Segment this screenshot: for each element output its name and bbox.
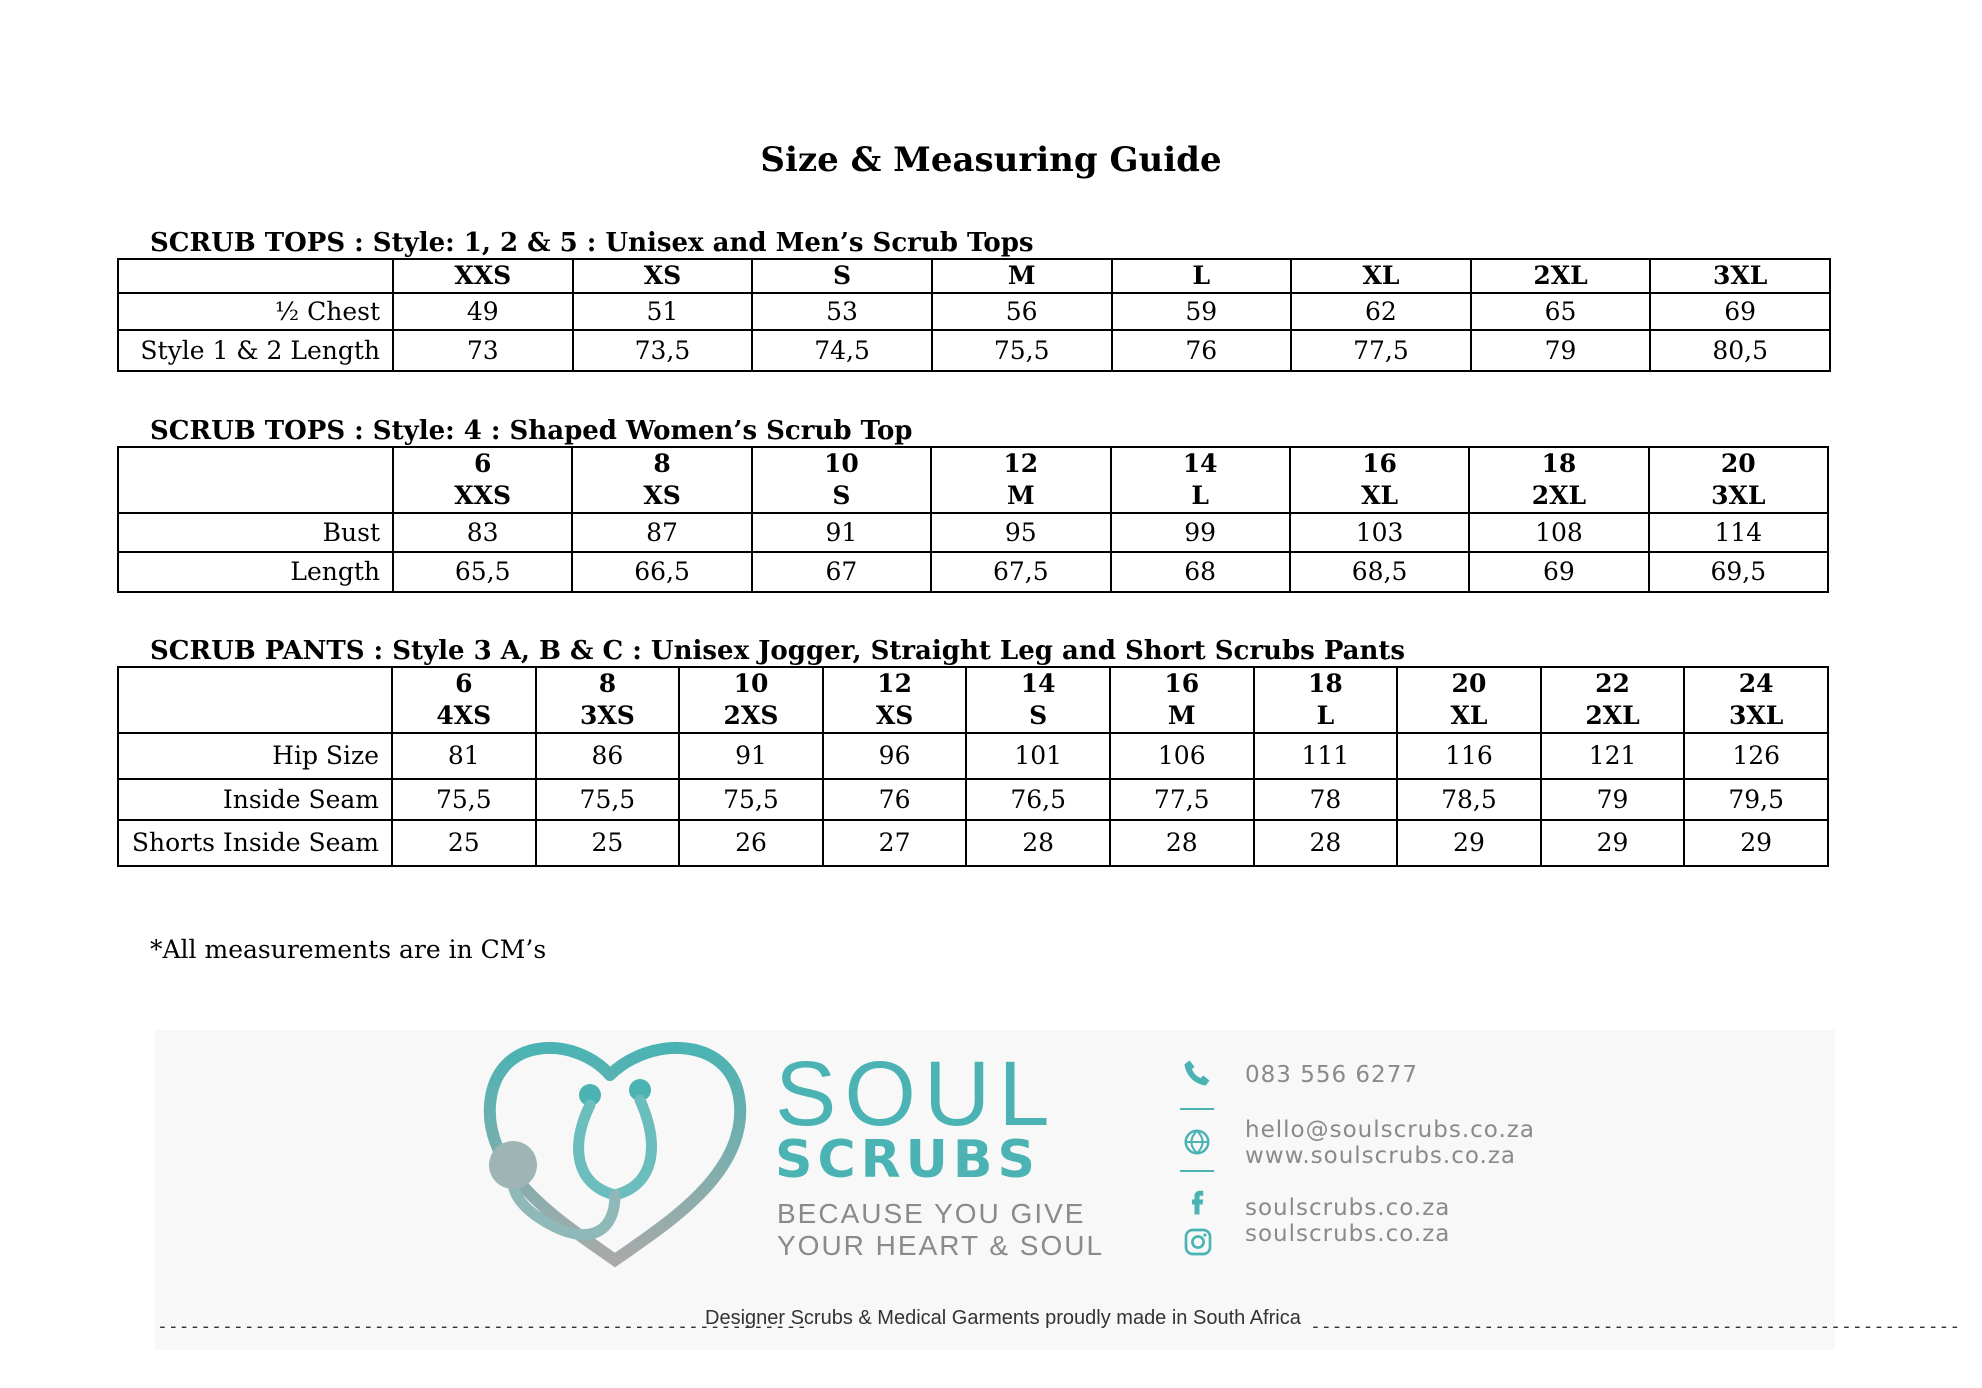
row-label: ½ Chest (118, 293, 393, 330)
measurement-cell: 91 (752, 513, 931, 552)
size-number: 10 (824, 449, 859, 478)
size-header-cell (752, 447, 931, 513)
measurement-cell: 96 (823, 733, 967, 779)
measurement-cell: 59 (1112, 293, 1292, 330)
measurement-cell: 75,5 (679, 779, 823, 820)
measurement-cell: 62 (1291, 293, 1471, 330)
measurement-cell: 73 (393, 330, 573, 371)
measurement-cell: 53 (752, 293, 932, 330)
table-unisex-tops (117, 258, 1831, 372)
measurement-cell: 67,5 (931, 552, 1110, 592)
size-code: S (832, 481, 851, 510)
size-code: M (1167, 701, 1196, 730)
measurement-cell: 79 (1541, 779, 1685, 820)
size-number: 12 (877, 669, 912, 698)
size-header-cell: XS (573, 259, 753, 293)
measurement-cell: 91 (679, 733, 823, 779)
brand-scrubs: SCRUBS (775, 1130, 1040, 1190)
size-header-cell (536, 667, 680, 733)
row-label: Inside Seam (118, 779, 392, 820)
measurement-cell: 108 (1469, 513, 1648, 552)
size-header-cell (392, 667, 536, 733)
size-header-cell (1290, 447, 1469, 513)
measurement-cell: 79,5 (1684, 779, 1828, 820)
section-title-women-tops: SCRUB TOPS : Style: 4 : Shaped Women’s Scrub Top (150, 416, 913, 446)
measurement-note: *All measurements are in CM’s (150, 935, 547, 964)
row-label: Hip Size (118, 733, 392, 779)
page-title: Size & Measuring Guide (760, 140, 1222, 180)
table-women-tops (117, 446, 1829, 593)
size-header-cell (393, 447, 572, 513)
size-header-cell: M (932, 259, 1112, 293)
phone-number[interactable]: 083 556 6277 (1245, 1062, 1418, 1088)
size-code: XS (643, 481, 681, 510)
table-row (118, 513, 1828, 552)
measurement-cell: 76 (823, 779, 967, 820)
size-number: 20 (1720, 449, 1756, 478)
measurement-cell: 121 (1541, 733, 1685, 779)
measurement-cell: 77,5 (1110, 779, 1254, 820)
measurement-cell: 76,5 (966, 779, 1110, 820)
measurement-cell: 29 (1397, 820, 1541, 866)
size-number: 18 (1307, 669, 1343, 698)
measurement-cell: 78 (1254, 779, 1398, 820)
measurement-cell: 65 (1471, 293, 1651, 330)
size-number: 6 (473, 449, 492, 478)
size-header-cell (931, 447, 1110, 513)
measurement-cell: 80,5 (1650, 330, 1830, 371)
website-link[interactable]: www.soulscrubs.co.za (1245, 1143, 1517, 1169)
measurement-cell: 75,5 (392, 779, 536, 820)
measurement-cell: 49 (393, 293, 573, 330)
table-row (118, 552, 1828, 592)
measurement-cell: 86 (536, 733, 680, 779)
instagram-handle[interactable]: soulscrubs.co.za (1245, 1221, 1451, 1247)
measurement-cell: 28 (1110, 820, 1254, 866)
size-number: 8 (598, 669, 617, 698)
measurement-cell: 29 (1684, 820, 1828, 866)
size-code: 3XL (1711, 481, 1766, 510)
section-title-unisex-tops: SCRUB TOPS : Style: 1, 2 & 5 : Unisex and Men’s Scrub Tops (150, 228, 1034, 258)
size-code: XS (875, 701, 914, 730)
size-header-cell (1254, 667, 1398, 733)
measurement-cell: 95 (931, 513, 1110, 552)
tagline-line1: BECAUSE YOU GIVE (777, 1198, 1086, 1229)
size-number: 10 (733, 669, 769, 698)
facebook-icon (1182, 1186, 1212, 1218)
size-header-cell: XXS (393, 259, 573, 293)
measurement-cell: 28 (966, 820, 1110, 866)
size-code: 3XS (579, 701, 635, 730)
measurement-cell: 68,5 (1290, 552, 1469, 592)
table-pants (117, 666, 1829, 867)
size-header-cell (823, 667, 967, 733)
table-row (118, 820, 1828, 866)
size-header-cell: L (1112, 259, 1292, 293)
size-header-cell: 2XL (1471, 259, 1651, 293)
dashed-rule-left: ------------------------------------------------------------ (157, 1316, 808, 1337)
measurement-cell: 75,5 (932, 330, 1112, 371)
measurement-cell: 83 (393, 513, 572, 552)
measurement-cell: 69,5 (1649, 552, 1828, 592)
measurement-cell: 25 (392, 820, 536, 866)
size-header-cell (1649, 447, 1828, 513)
table-header-row (118, 667, 1828, 733)
measurement-cell: 51 (573, 293, 753, 330)
heart-stethoscope-logo-icon (475, 1035, 765, 1285)
size-code: XL (1361, 481, 1399, 510)
size-code: 2XL (1585, 701, 1640, 730)
size-number: 20 (1451, 669, 1487, 698)
size-code: XXS (454, 481, 512, 510)
size-code: XL (1450, 701, 1488, 730)
size-header-cell (679, 667, 823, 733)
table-header-row (118, 447, 1828, 513)
measurement-cell: 26 (679, 820, 823, 866)
table-row (118, 733, 1828, 779)
size-number: 6 (455, 669, 473, 698)
row-label: Style 1 & 2 Length (118, 330, 393, 371)
measurement-cell: 69 (1469, 552, 1648, 592)
measurement-cell: 73,5 (573, 330, 753, 371)
measurement-cell: 99 (1111, 513, 1290, 552)
measurement-cell: 25 (536, 820, 680, 866)
size-code: 4XS (436, 701, 492, 730)
size-header-cell (966, 667, 1110, 733)
size-number: 24 (1738, 669, 1774, 698)
size-code: 2XL (1531, 481, 1587, 510)
measurement-cell: 111 (1254, 733, 1398, 779)
size-code: L (1191, 481, 1209, 510)
size-number: 14 (1182, 449, 1218, 478)
tagline-line2: YOUR HEART & SOUL (777, 1230, 1105, 1261)
measurement-cell: 68 (1111, 552, 1290, 592)
size-number: 16 (1362, 449, 1397, 478)
divider (1180, 1170, 1214, 1172)
measurement-cell: 29 (1541, 820, 1685, 866)
table-row (118, 779, 1828, 820)
measurement-cell: 56 (932, 293, 1112, 330)
size-header-cell (1684, 667, 1828, 733)
size-header-cell (572, 447, 751, 513)
size-header-cell (1110, 667, 1254, 733)
size-code: 2XS (723, 701, 779, 730)
size-number: 22 (1595, 669, 1630, 698)
size-header-cell (1111, 447, 1290, 513)
measurement-cell: 103 (1290, 513, 1469, 552)
measurement-cell: 114 (1649, 513, 1828, 552)
measurement-cell: 101 (966, 733, 1110, 779)
size-number: 18 (1541, 449, 1577, 478)
measurement-cell: 87 (572, 513, 751, 552)
size-number: 14 (1020, 669, 1056, 698)
measurement-cell: 65,5 (393, 552, 572, 592)
brand-soul: SOUL (775, 1043, 1058, 1145)
size-header-cell: S (752, 259, 932, 293)
row-label: Length (118, 552, 393, 592)
corner-cell (118, 259, 393, 293)
size-number: 16 (1164, 669, 1200, 698)
row-label: Bust (118, 513, 393, 552)
size-code: S (1029, 701, 1048, 730)
row-label: Shorts Inside Seam (118, 820, 392, 866)
size-header-cell: XL (1291, 259, 1471, 293)
made-in-tagline: Designer Scrubs & Medical Garments proudly made in South Africa (705, 1307, 1301, 1329)
globe-icon (1182, 1127, 1212, 1157)
size-code: M (1006, 481, 1035, 510)
divider (1180, 1108, 1214, 1110)
corner-cell (118, 667, 392, 733)
table-row (118, 293, 1830, 330)
measurement-cell: 66,5 (572, 552, 751, 592)
size-header-cell (1397, 667, 1541, 733)
measurement-cell: 28 (1254, 820, 1398, 866)
section-title-pants: SCRUB PANTS : Style 3 A, B & C : Unisex Jogger, Straight Leg and Short Scrubs Pants (150, 636, 1406, 666)
measurement-cell: 77,5 (1291, 330, 1471, 371)
size-code: 3XL (1728, 701, 1784, 730)
measurement-cell: 116 (1397, 733, 1541, 779)
measurement-cell: 74,5 (752, 330, 932, 371)
dashed-rule-right: ------------------------------------------------------------ (1310, 1316, 1961, 1337)
measurement-cell: 75,5 (536, 779, 680, 820)
instagram-icon (1182, 1226, 1214, 1258)
size-header-cell: 3XL (1650, 259, 1830, 293)
size-code: L (1316, 701, 1335, 730)
measurement-cell: 69 (1650, 293, 1830, 330)
phone-icon (1182, 1058, 1212, 1088)
facebook-handle[interactable]: soulscrubs.co.za (1245, 1195, 1451, 1221)
table-row (118, 330, 1830, 371)
size-number: 12 (1003, 449, 1039, 478)
measurement-cell: 81 (392, 733, 536, 779)
measurement-cell: 67 (752, 552, 931, 592)
measurement-cell: 126 (1684, 733, 1828, 779)
measurement-cell: 76 (1112, 330, 1292, 371)
measurement-cell: 27 (823, 820, 967, 866)
size-number: 8 (653, 449, 671, 478)
size-header-cell (1469, 447, 1648, 513)
measurement-cell: 79 (1471, 330, 1651, 371)
measurement-cell: 78,5 (1397, 779, 1541, 820)
corner-cell (118, 447, 393, 513)
size-header-cell (1541, 667, 1685, 733)
measurement-cell: 106 (1110, 733, 1254, 779)
table-header-row (118, 259, 1830, 293)
email-link[interactable]: hello@soulscrubs.co.za (1245, 1117, 1535, 1143)
